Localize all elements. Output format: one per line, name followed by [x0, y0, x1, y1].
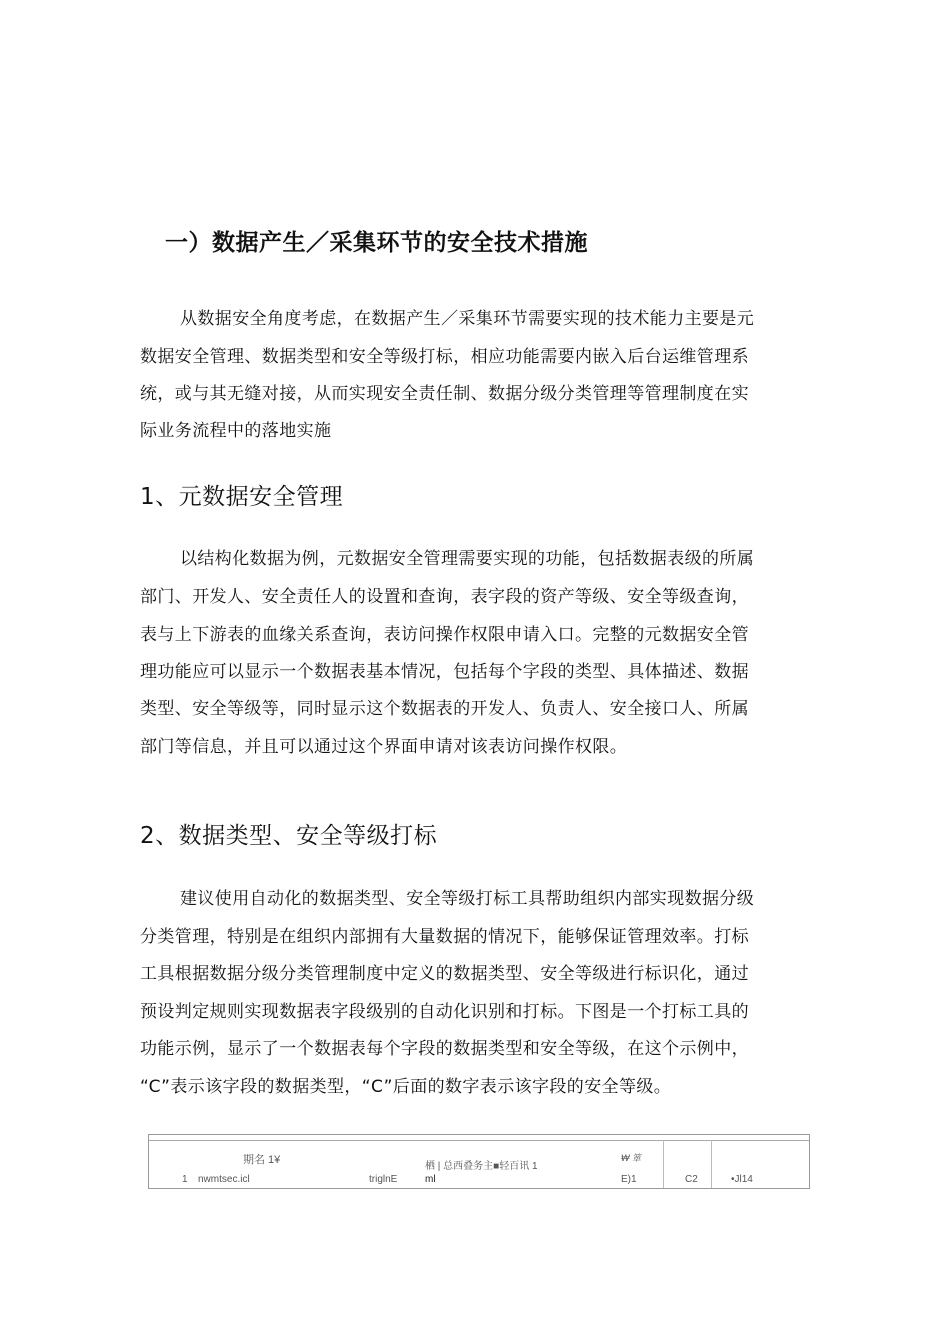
paragraph-line: 分类管理，特别是在组织内部拥有大量数据的情况下，能够保证管理效率。打标 — [140, 927, 749, 947]
paragraph-line: 表与上下游表的血缘关系查询，表访问操作权限申请入口。完整的元数据安全管 — [140, 625, 749, 645]
paragraph-line: 部门等信息，并且可以通过这个界面申请对该表访问操作权限。 — [140, 737, 628, 757]
table-header-type: ₩ 箪 — [621, 1153, 641, 1163]
paragraph-line: “C”表示该字段的数据类型，“C”后面的数字表示该字段的安全等级。 — [140, 1077, 672, 1097]
paragraph-line: 以结构化数据为例，元数据安全管理需要实现的功能，包括数据表级的所属 — [180, 549, 755, 569]
paragraph-line: 际业务流程中的落地实施 — [140, 421, 332, 441]
paragraph-line: 工具根据数据分级分类管理制度中定义的数据类型、安全等级进行标识化，通过 — [140, 964, 749, 984]
paragraph-line: 建议使用自动化的数据类型、安全等级打标工具帮助组织内部实现数据分级 — [180, 889, 755, 909]
subheading-data-labeling: 2、数据类型、安全等级打标 — [140, 823, 438, 849]
table-header-name: 期名 1¥ — [243, 1154, 281, 1166]
table-divider — [711, 1140, 712, 1188]
table-cell-level: C2 — [685, 1174, 698, 1185]
table-top-rule — [149, 1140, 809, 1141]
subheading-metadata-security: 1、元数据安全管理 — [140, 484, 344, 510]
paragraph-line: 理功能应可以显示一个数据表基本情况，包括每个字段的类型、具体描述、数据 — [140, 662, 749, 682]
paragraph-line: 部门、开发人、安全责任人的设置和查询，表字段的资产等级、安全等级查询， — [140, 587, 749, 607]
table-cell-class: E)1 — [621, 1174, 637, 1185]
paragraph-line: 类型、安全等级等，同时显示这个数据表的开发人、负责人、安全接口人、所属 — [140, 699, 749, 719]
table-divider — [663, 1140, 664, 1188]
section-heading: 一）数据产生／采集环节的安全技术措施 — [165, 230, 588, 256]
labeling-tool-table — [148, 1134, 810, 1189]
paragraph-line: 统，或与其无缝对接，从而实现安全责任制、数据分级分类管理等管理制度在实 — [140, 384, 749, 404]
table-cell-extra: •Jl14 — [731, 1174, 753, 1185]
table-cell-index: 1 — [182, 1174, 188, 1185]
paragraph-line: 从数据安全角度考虑，在数据产生／采集环节需要实现的技术能力主要是元 — [180, 309, 755, 329]
paragraph-line: 预设判定规则实现数据表字段级别的自动化识别和打标。下图是一个打标工具的 — [140, 1002, 749, 1022]
table-header-desc: 栖 | 总西叠务主■轻百讯 1 — [425, 1161, 538, 1172]
paragraph-line: 数据安全管理、数据类型和安全等级打标，相应功能需要内嵌入后台运维管理系 — [140, 347, 749, 367]
table-cell-desc: ml — [425, 1174, 436, 1185]
table-cell-type: triglnE — [369, 1174, 398, 1185]
paragraph-line: 功能示例，显示了一个数据表每个字段的数据类型和安全等级，在这个示例中， — [140, 1039, 749, 1059]
table-cell-field: nwmtsec.icl — [198, 1174, 250, 1185]
